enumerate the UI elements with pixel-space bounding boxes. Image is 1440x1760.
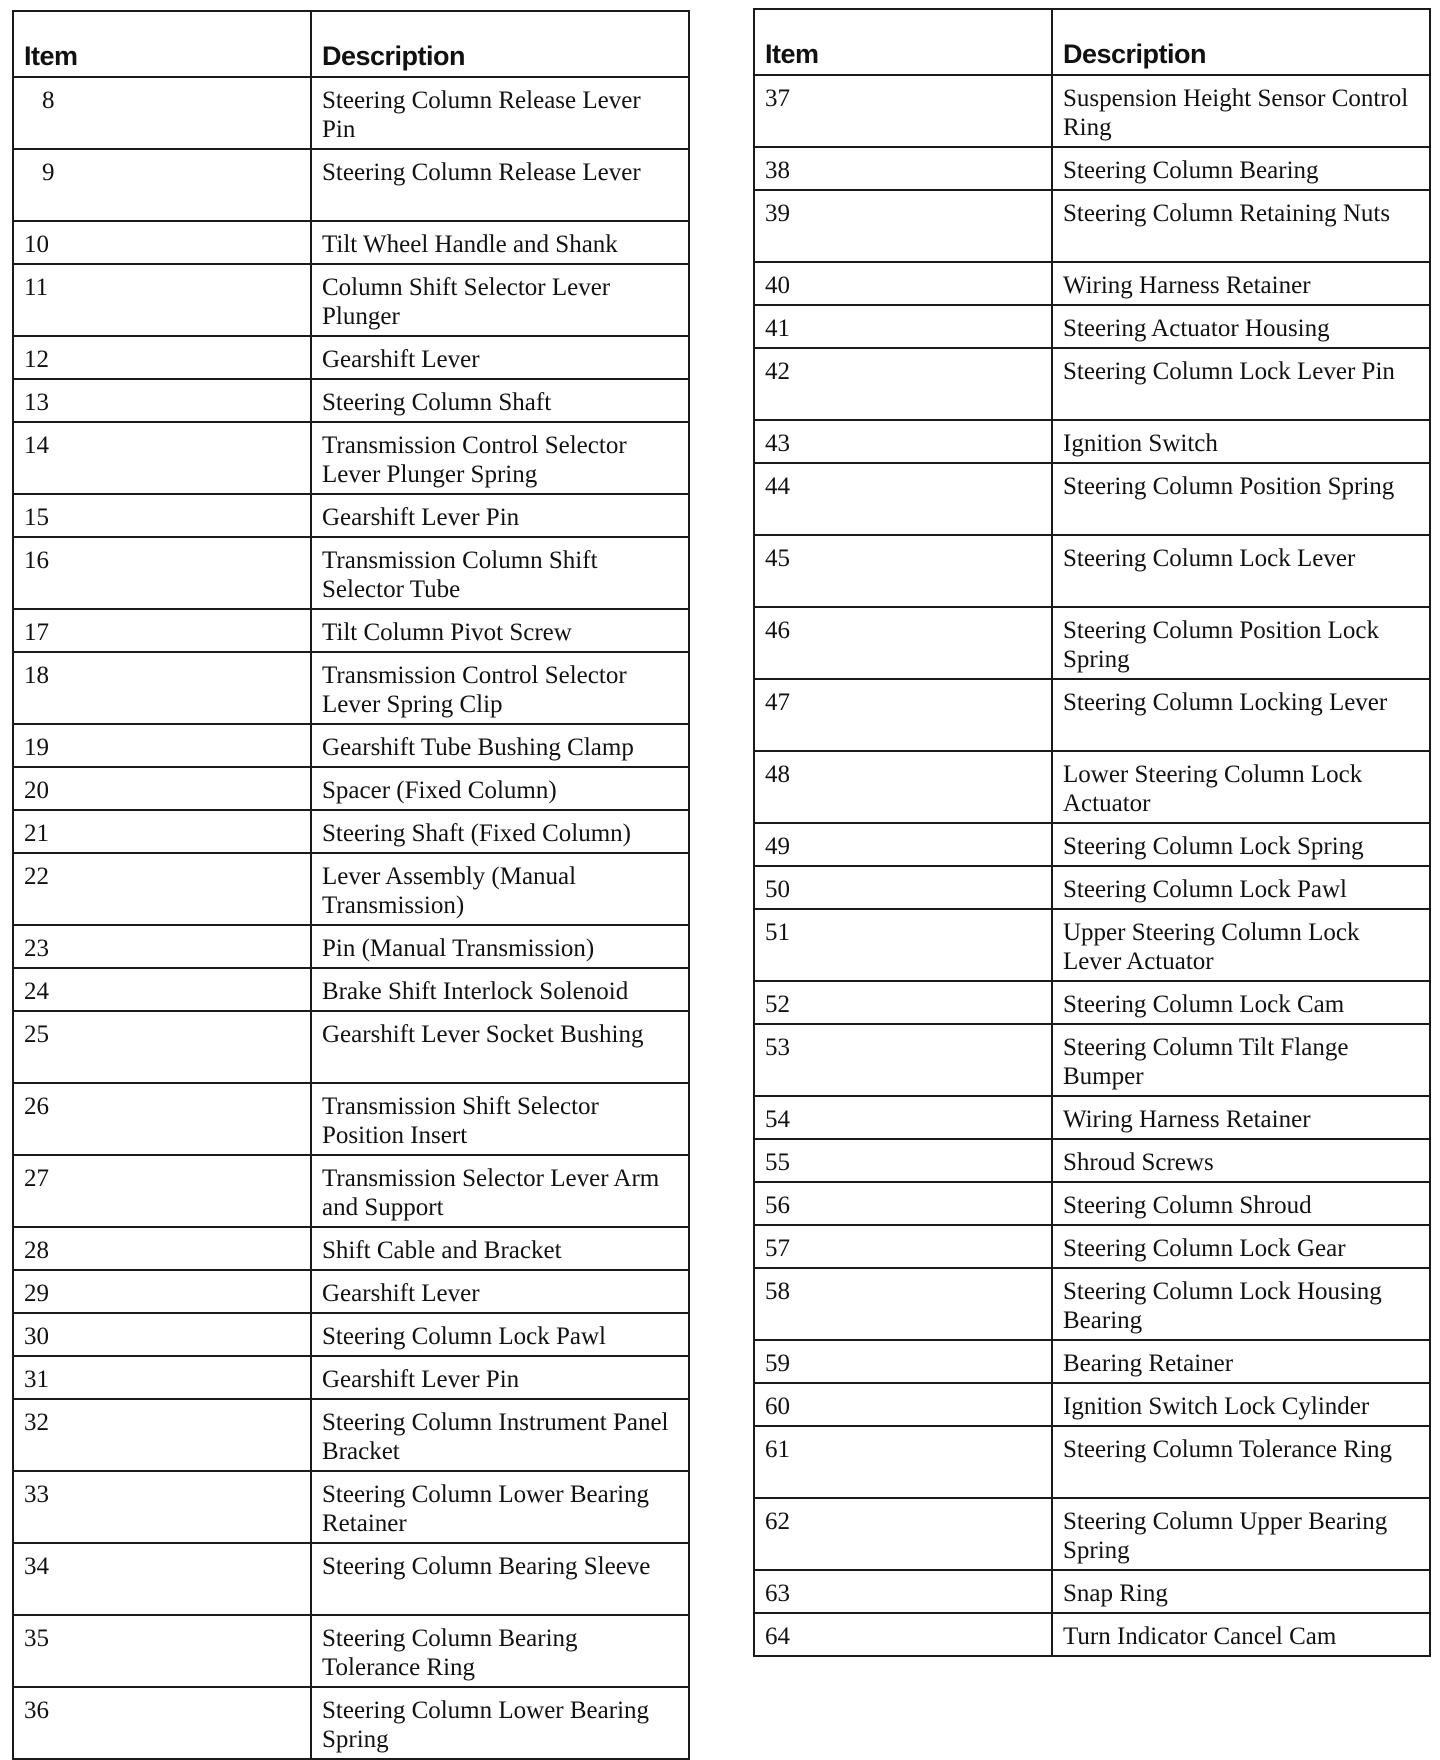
item-description: Transmission Column Shift Selector Tube [311, 537, 689, 609]
item-number: 61 [754, 1426, 1052, 1498]
table-row [754, 262, 1430, 305]
item-number: 52 [754, 981, 1052, 1024]
item-description: Steering Column Lock Pawl [311, 1313, 689, 1356]
table-row [754, 1024, 1430, 1096]
item-description: Tilt Column Pivot Screw [311, 609, 689, 652]
item-number: 47 [754, 679, 1052, 751]
table-row [754, 981, 1430, 1024]
table-row [13, 1270, 689, 1313]
item-description: Steering Column Bearing Tolerance Ring [311, 1615, 689, 1687]
item-description: Steering Column Lock Cam [1052, 981, 1430, 1024]
item-number: 64 [754, 1613, 1052, 1656]
table-row [754, 909, 1430, 981]
item-number: 13 [13, 379, 311, 422]
item-number: 45 [754, 535, 1052, 607]
item-number: 53 [754, 1024, 1052, 1096]
item-description: Shift Cable and Bracket [311, 1227, 689, 1270]
item-number: 12 [13, 336, 311, 379]
table-row [13, 968, 689, 1011]
item-description: Steering Column Lock Gear [1052, 1225, 1430, 1268]
table-row [13, 767, 689, 810]
item-description: Upper Steering Column Lock Lever Actuator [1052, 909, 1430, 981]
item-description: Wiring Harness Retainer [1052, 262, 1430, 305]
item-description: Steering Column Lower Bearing Spring [311, 1687, 689, 1759]
table-row [13, 1687, 689, 1759]
table-row [754, 1182, 1430, 1225]
table-row [13, 1543, 689, 1615]
table-row [13, 379, 689, 422]
item-description: Bearing Retainer [1052, 1340, 1430, 1383]
item-number: 60 [754, 1383, 1052, 1426]
item-description: Ignition Switch [1052, 420, 1430, 463]
item-number: 50 [754, 866, 1052, 909]
item-number: 41 [754, 305, 1052, 348]
item-number: 38 [754, 147, 1052, 190]
table-row [754, 1613, 1430, 1656]
item-description: Steering Column Position Lock Spring [1052, 607, 1430, 679]
item-description: Gearshift Lever Socket Bushing [311, 1011, 689, 1083]
item-description: Steering Column Bearing [1052, 147, 1430, 190]
item-number: 36 [13, 1687, 311, 1759]
table-row [754, 463, 1430, 535]
item-number: 29 [13, 1270, 311, 1313]
item-description: Lower Steering Column Lock Actuator [1052, 751, 1430, 823]
table-row [754, 751, 1430, 823]
item-description: Steering Column Lower Bearing Retainer [311, 1471, 689, 1543]
item-number: 48 [754, 751, 1052, 823]
item-description: Steering Shaft (Fixed Column) [311, 810, 689, 853]
item-description: Spacer (Fixed Column) [311, 767, 689, 810]
item-description: Gearshift Lever Pin [311, 1356, 689, 1399]
parts-table-left [12, 10, 690, 1760]
item-description: Tilt Wheel Handle and Shank [311, 221, 689, 264]
item-number: 56 [754, 1182, 1052, 1225]
table-row [754, 1498, 1430, 1570]
item-number: 28 [13, 1227, 311, 1270]
item-description: Steering Actuator Housing [1052, 305, 1430, 348]
table-row [754, 866, 1430, 909]
item-description: Suspension Height Sensor Control Ring [1052, 75, 1430, 147]
item-number: 62 [754, 1498, 1052, 1570]
table-row [13, 925, 689, 968]
item-number: 23 [13, 925, 311, 968]
item-description: Pin (Manual Transmission) [311, 925, 689, 968]
table-row [13, 1399, 689, 1471]
table-row [13, 810, 689, 853]
table-row [13, 494, 689, 537]
item-number: 17 [13, 609, 311, 652]
item-description: Steering Column Lock Pawl [1052, 866, 1430, 909]
table-row [754, 147, 1430, 190]
item-column-header: Item [754, 9, 1052, 75]
item-number: 25 [13, 1011, 311, 1083]
item-number: 11 [13, 264, 311, 336]
table-row [13, 264, 689, 336]
item-description: Transmission Control Selector Lever Plunger Spring [311, 422, 689, 494]
table-row [13, 1471, 689, 1543]
item-number: 10 [13, 221, 311, 264]
item-description: Steering Column Release Lever Pin [311, 77, 689, 149]
item-description: Steering Column Position Spring [1052, 463, 1430, 535]
item-description: Snap Ring [1052, 1570, 1430, 1613]
table-row [754, 1139, 1430, 1182]
item-description: Steering Column Lock Lever [1052, 535, 1430, 607]
item-number: 55 [754, 1139, 1052, 1182]
item-description: Steering Column Tolerance Ring [1052, 1426, 1430, 1498]
item-number: 39 [754, 190, 1052, 262]
item-description: Steering Column Instrument Panel Bracket [311, 1399, 689, 1471]
table-row [13, 1227, 689, 1270]
item-number: 9 [13, 149, 311, 221]
item-number: 34 [13, 1543, 311, 1615]
item-number: 37 [754, 75, 1052, 147]
description-column-header: Description [311, 11, 689, 77]
item-number: 44 [754, 463, 1052, 535]
table-row [754, 679, 1430, 751]
item-description: Turn Indicator Cancel Cam [1052, 1613, 1430, 1656]
item-column-header: Item [13, 11, 311, 77]
item-number: 32 [13, 1399, 311, 1471]
item-number: 33 [13, 1471, 311, 1543]
item-description: Gearshift Lever Pin [311, 494, 689, 537]
item-description: Gearshift Tube Bushing Clamp [311, 724, 689, 767]
table-row [13, 609, 689, 652]
table-row [13, 537, 689, 609]
table-row [13, 1011, 689, 1083]
item-description: Lever Assembly (Manual Transmission) [311, 853, 689, 925]
table-row [754, 823, 1430, 866]
item-number: 43 [754, 420, 1052, 463]
table-row [754, 1340, 1430, 1383]
item-number: 21 [13, 810, 311, 853]
description-column-header: Description [1052, 9, 1430, 75]
table-row [13, 1313, 689, 1356]
table-row [13, 853, 689, 925]
item-description: Steering Column Lock Spring [1052, 823, 1430, 866]
table-row [754, 190, 1430, 262]
item-number: 54 [754, 1096, 1052, 1139]
item-description: Shroud Screws [1052, 1139, 1430, 1182]
table-row [13, 1155, 689, 1227]
item-description: Gearshift Lever [311, 1270, 689, 1313]
item-description: Steering Column Release Lever [311, 149, 689, 221]
table-row [13, 1356, 689, 1399]
table-row [13, 652, 689, 724]
table-row [13, 1615, 689, 1687]
item-number: 31 [13, 1356, 311, 1399]
item-description: Steering Column Retaining Nuts [1052, 190, 1430, 262]
item-description: Steering Column Shaft [311, 379, 689, 422]
item-description: Steering Column Tilt Flange Bumper [1052, 1024, 1430, 1096]
table-row [754, 75, 1430, 147]
table-row [13, 1083, 689, 1155]
item-number: 57 [754, 1225, 1052, 1268]
item-description: Gearshift Lever [311, 336, 689, 379]
parts-table-right [753, 8, 1431, 1657]
item-number: 8 [13, 77, 311, 149]
item-number: 51 [754, 909, 1052, 981]
item-description: Steering Column Locking Lever [1052, 679, 1430, 751]
table-row [754, 420, 1430, 463]
table-row [754, 607, 1430, 679]
header-row [754, 9, 1430, 75]
table-row [13, 149, 689, 221]
item-number: 49 [754, 823, 1052, 866]
item-description: Brake Shift Interlock Solenoid [311, 968, 689, 1011]
item-number: 58 [754, 1268, 1052, 1340]
item-number: 16 [13, 537, 311, 609]
item-number: 15 [13, 494, 311, 537]
item-number: 35 [13, 1615, 311, 1687]
table-row [13, 221, 689, 264]
item-number: 14 [13, 422, 311, 494]
item-description: Transmission Shift Selector Position Insert [311, 1083, 689, 1155]
item-description: Ignition Switch Lock Cylinder [1052, 1383, 1430, 1426]
item-description: Steering Column Lock Lever Pin [1052, 348, 1430, 420]
item-number: 46 [754, 607, 1052, 679]
item-number: 19 [13, 724, 311, 767]
item-number: 26 [13, 1083, 311, 1155]
header-row [13, 11, 689, 77]
table-row [754, 1096, 1430, 1139]
table-row [754, 348, 1430, 420]
table-row [754, 535, 1430, 607]
item-description: Wiring Harness Retainer [1052, 1096, 1430, 1139]
table-row [754, 1570, 1430, 1613]
item-number: 30 [13, 1313, 311, 1356]
item-description: Transmission Selector Lever Arm and Support [311, 1155, 689, 1227]
item-number: 40 [754, 262, 1052, 305]
item-description: Steering Column Bearing Sleeve [311, 1543, 689, 1615]
table-row [13, 422, 689, 494]
item-description: Transmission Control Selector Lever Spring Clip [311, 652, 689, 724]
table-row [754, 305, 1430, 348]
item-number: 22 [13, 853, 311, 925]
item-description: Steering Column Upper Bearing Spring [1052, 1498, 1430, 1570]
item-number: 63 [754, 1570, 1052, 1613]
table-row [754, 1225, 1430, 1268]
table-row [754, 1426, 1430, 1498]
item-description: Steering Column Shroud [1052, 1182, 1430, 1225]
table-row [13, 724, 689, 767]
item-number: 59 [754, 1340, 1052, 1383]
table-row [13, 77, 689, 149]
item-number: 27 [13, 1155, 311, 1227]
item-description: Steering Column Lock Housing Bearing [1052, 1268, 1430, 1340]
item-number: 18 [13, 652, 311, 724]
table-row [754, 1268, 1430, 1340]
table-row [754, 1383, 1430, 1426]
item-number: 24 [13, 968, 311, 1011]
item-number: 42 [754, 348, 1052, 420]
table-row [13, 336, 689, 379]
item-description: Column Shift Selector Lever Plunger [311, 264, 689, 336]
item-number: 20 [13, 767, 311, 810]
